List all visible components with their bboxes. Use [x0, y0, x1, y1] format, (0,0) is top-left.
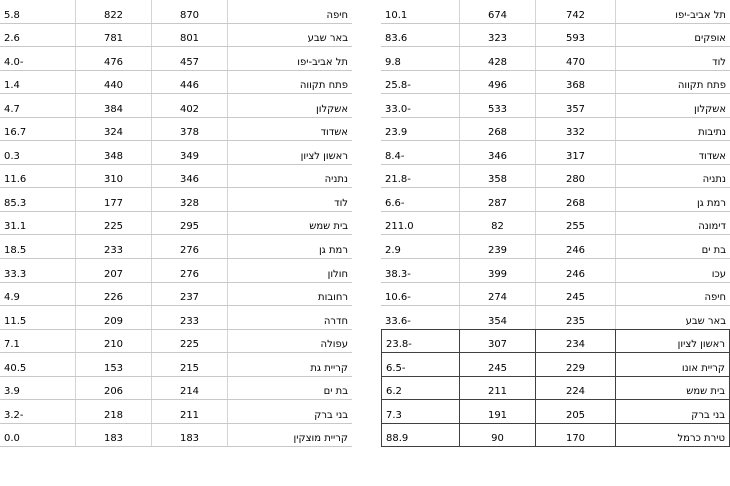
change-percent-cell[interactable]: 25.8- — [385, 80, 411, 92]
current-value-cell[interactable]: 593 — [535, 24, 615, 47]
current-value-cell[interactable]: 225 — [151, 330, 227, 353]
city-name-cell[interactable]: קריית אונו — [615, 353, 730, 376]
table-row — [0, 377, 352, 401]
current-value-cell[interactable]: 268 — [535, 188, 615, 211]
city-name-cell[interactable]: ראשון לציון — [615, 330, 730, 353]
change-percent-cell[interactable]: 16.7 — [4, 127, 27, 139]
change-percent-cell[interactable]: 33.6- — [385, 315, 411, 327]
change-percent-cell[interactable]: 4.9 — [4, 292, 20, 304]
current-value-cell[interactable]: 276 — [151, 235, 227, 258]
change-percent-cell[interactable]: 1.4 — [4, 80, 20, 92]
current-value-cell[interactable]: 245 — [535, 283, 615, 306]
current-value-cell[interactable]: 237 — [151, 283, 227, 306]
table-row — [0, 0, 352, 24]
city-name-cell[interactable]: בת ים — [615, 235, 730, 258]
change-percent-cell[interactable]: 4.0- — [4, 56, 24, 68]
current-value-cell[interactable]: 211 — [151, 400, 227, 423]
change-percent-cell[interactable]: 10.6- — [385, 292, 411, 304]
table-row — [381, 118, 730, 142]
city-name-cell[interactable]: לוד — [615, 47, 730, 70]
current-value-cell[interactable]: 246 — [535, 235, 615, 258]
city-name-cell[interactable]: נתניה — [615, 165, 730, 188]
previous-value-cell[interactable]: 177 — [75, 188, 151, 211]
previous-value-cell[interactable]: 233 — [75, 235, 151, 258]
change-percent-cell[interactable]: 3.9 — [4, 386, 20, 398]
city-name-cell[interactable]: רמת גן — [615, 188, 730, 211]
city-name-cell[interactable]: ראשון לציון — [227, 141, 352, 164]
current-value-cell[interactable]: 224 — [535, 377, 615, 400]
table-row — [381, 330, 730, 354]
table-row — [381, 71, 730, 95]
current-value-cell[interactable]: 317 — [535, 141, 615, 164]
change-percent-cell[interactable]: 40.5 — [4, 362, 27, 374]
previous-value-cell[interactable]: 781 — [75, 24, 151, 47]
change-percent-cell[interactable]: 11.6 — [4, 174, 27, 186]
change-percent-cell[interactable]: 31.1 — [4, 221, 27, 233]
current-value-cell[interactable]: 229 — [535, 353, 615, 376]
table-row — [0, 330, 352, 354]
current-value-cell[interactable]: 349 — [151, 141, 227, 164]
city-name-cell[interactable]: אשדוד — [227, 118, 352, 141]
city-name-cell[interactable]: עפולה — [227, 330, 352, 353]
city-name-cell[interactable]: דימונה — [615, 212, 730, 235]
previous-value-cell[interactable]: 245 — [459, 353, 535, 376]
change-percent-cell[interactable]: 85.3 — [4, 197, 27, 209]
table-row — [0, 283, 352, 307]
change-percent-cell[interactable]: 83.6 — [385, 33, 408, 45]
previous-value-cell[interactable]: 307 — [459, 330, 535, 353]
current-value-cell[interactable]: 742 — [535, 0, 615, 23]
city-name-cell[interactable]: אשדוד — [615, 141, 730, 164]
table-row — [0, 141, 352, 165]
change-percent-cell[interactable]: 0.3 — [4, 150, 20, 162]
current-value-cell[interactable]: 328 — [151, 188, 227, 211]
current-value-cell[interactable]: 446 — [151, 71, 227, 94]
current-value-cell[interactable]: 368 — [535, 71, 615, 94]
previous-value-cell[interactable]: 206 — [75, 377, 151, 400]
city-name-cell[interactable]: בני ברק — [615, 400, 730, 423]
city-name-cell[interactable]: עכו — [615, 259, 730, 282]
table-row — [381, 377, 730, 401]
previous-value-cell[interactable]: 82 — [459, 212, 535, 235]
change-percent-cell[interactable]: 6.5- — [381, 353, 459, 376]
table-row — [381, 259, 730, 283]
table-row — [0, 400, 352, 424]
current-value-cell[interactable]: 402 — [151, 94, 227, 117]
change-percent-cell[interactable]: 211.0 — [385, 221, 414, 233]
previous-value-cell[interactable]: 207 — [75, 259, 151, 282]
change-percent-cell[interactable]: 3.2- — [4, 409, 24, 421]
change-percent-cell[interactable]: 18.5 — [4, 245, 27, 257]
change-percent-cell[interactable]: 8.4- — [385, 150, 405, 162]
table-row — [0, 212, 352, 236]
city-name-cell[interactable]: חולון — [227, 259, 352, 282]
previous-value-cell[interactable]: 209 — [75, 306, 151, 329]
change-percent-cell[interactable]: 2.6 — [4, 33, 20, 45]
previous-value-cell[interactable]: 384 — [75, 94, 151, 117]
change-percent-cell[interactable]: 7.1 — [4, 339, 20, 351]
previous-value-cell[interactable]: 346 — [459, 141, 535, 164]
table-row — [0, 71, 352, 95]
previous-value-cell[interactable]: 183 — [75, 424, 151, 447]
previous-value-cell[interactable]: 239 — [459, 235, 535, 258]
previous-value-cell[interactable]: 210 — [75, 330, 151, 353]
change-percent-cell[interactable]: 21.8- — [385, 174, 411, 186]
current-value-cell[interactable]: 234 — [535, 330, 615, 353]
table-row — [381, 188, 730, 212]
current-value-cell[interactable]: 233 — [151, 306, 227, 329]
table-row — [381, 235, 730, 259]
current-value-cell[interactable]: 235 — [535, 306, 615, 329]
change-percent-cell[interactable]: 7.3 — [381, 400, 459, 423]
previous-value-cell[interactable]: 496 — [459, 71, 535, 94]
city-name-cell[interactable]: חדרה — [227, 306, 352, 329]
current-value-cell[interactable]: 332 — [535, 118, 615, 141]
city-name-cell[interactable]: תל אביב-יפו — [227, 47, 352, 70]
table-row — [381, 165, 730, 189]
change-percent-cell[interactable]: 2.9 — [385, 245, 401, 257]
city-name-cell[interactable]: קריית גת — [227, 353, 352, 376]
table-row — [381, 424, 730, 448]
table-row — [381, 0, 730, 24]
city-name-cell[interactable]: לוד — [227, 188, 352, 211]
city-name-cell[interactable]: חיפה — [615, 283, 730, 306]
city-name-cell[interactable]: בני ברק — [227, 400, 352, 423]
previous-value-cell[interactable]: 191 — [459, 400, 535, 423]
previous-value-cell[interactable]: 324 — [75, 118, 151, 141]
city-name-cell[interactable]: בת ים — [227, 377, 352, 400]
current-value-cell[interactable]: 280 — [535, 165, 615, 188]
change-percent-cell[interactable]: 6.6- — [385, 197, 405, 209]
table-row — [381, 212, 730, 236]
current-value-cell[interactable]: 214 — [151, 377, 227, 400]
current-value-cell[interactable]: 183 — [151, 424, 227, 447]
city-name-cell[interactable]: אופקים — [615, 24, 730, 47]
previous-value-cell[interactable]: 225 — [75, 212, 151, 235]
previous-value-cell[interactable]: 287 — [459, 188, 535, 211]
table-row — [0, 94, 352, 118]
change-percent-cell[interactable]: 23.9 — [385, 127, 408, 139]
city-name-cell[interactable]: באר שבע — [615, 306, 730, 329]
table-row — [381, 47, 730, 71]
change-percent-cell[interactable]: 10.1 — [385, 9, 408, 21]
table-row — [0, 306, 352, 330]
current-value-cell[interactable]: 295 — [151, 212, 227, 235]
change-percent-cell[interactable]: 9.8 — [385, 56, 401, 68]
city-name-cell[interactable]: חיפה — [227, 0, 352, 23]
current-value-cell[interactable]: 276 — [151, 259, 227, 282]
previous-value-cell[interactable]: 348 — [75, 141, 151, 164]
table-row — [381, 94, 730, 118]
change-percent-cell[interactable]: 88.9 — [381, 424, 459, 447]
city-name-cell[interactable]: נתיבות — [615, 118, 730, 141]
change-percent-cell[interactable]: 5.8 — [4, 9, 20, 21]
previous-value-cell[interactable]: 153 — [75, 353, 151, 376]
table-row — [0, 165, 352, 189]
city-name-cell[interactable]: בית שמש — [227, 212, 352, 235]
change-percent-cell[interactable]: 0.0 — [4, 433, 20, 445]
current-value-cell[interactable]: 170 — [535, 424, 615, 447]
previous-value-cell[interactable]: 226 — [75, 283, 151, 306]
city-name-cell[interactable]: פתח תקווה — [615, 71, 730, 94]
previous-value-cell[interactable]: 428 — [459, 47, 535, 70]
previous-value-cell[interactable]: 310 — [75, 165, 151, 188]
table-row — [0, 259, 352, 283]
city-name-cell[interactable]: קריית מוצקין — [227, 424, 352, 447]
table-row — [381, 24, 730, 48]
previous-value-cell[interactable]: 358 — [459, 165, 535, 188]
previous-value-cell[interactable]: 674 — [459, 0, 535, 23]
city-name-cell[interactable]: אשקלון — [615, 94, 730, 117]
table-row — [0, 235, 352, 259]
city-name-cell[interactable]: אשקלון — [227, 94, 352, 117]
current-value-cell[interactable]: 457 — [151, 47, 227, 70]
left-table — [0, 0, 352, 447]
current-value-cell[interactable]: 378 — [151, 118, 227, 141]
previous-value-cell[interactable]: 533 — [459, 94, 535, 117]
city-name-cell[interactable]: פתח תקווה — [227, 71, 352, 94]
current-value-cell[interactable]: 255 — [535, 212, 615, 235]
table-row — [0, 47, 352, 71]
current-value-cell[interactable]: 215 — [151, 353, 227, 376]
previous-value-cell[interactable]: 476 — [75, 47, 151, 70]
right-table — [381, 0, 730, 447]
current-value-cell[interactable]: 346 — [151, 165, 227, 188]
change-percent-cell[interactable]: 23.8- — [381, 330, 459, 353]
change-percent-cell[interactable]: 4.7 — [4, 103, 20, 115]
previous-value-cell[interactable]: 440 — [75, 71, 151, 94]
change-percent-cell[interactable]: 6.2 — [381, 377, 459, 400]
current-value-cell[interactable]: 205 — [535, 400, 615, 423]
city-name-cell[interactable]: טירת כרמל — [615, 424, 730, 447]
previous-value-cell[interactable]: 90 — [459, 424, 535, 447]
current-value-cell[interactable]: 470 — [535, 47, 615, 70]
table-row — [381, 283, 730, 307]
table-row — [381, 400, 730, 424]
change-percent-cell[interactable]: 33.3 — [4, 268, 27, 280]
change-percent-cell[interactable]: 11.5 — [4, 315, 27, 327]
table-row — [0, 424, 352, 448]
previous-value-cell[interactable]: 399 — [459, 259, 535, 282]
city-name-cell[interactable]: רמת גן — [227, 235, 352, 258]
current-value-cell[interactable]: 801 — [151, 24, 227, 47]
table-row — [381, 306, 730, 330]
city-name-cell[interactable]: בית שמש — [615, 377, 730, 400]
previous-value-cell[interactable]: 323 — [459, 24, 535, 47]
city-name-cell[interactable]: באר שבע — [227, 24, 352, 47]
table-row — [0, 353, 352, 377]
table-row — [0, 118, 352, 142]
table-row — [0, 24, 352, 48]
previous-value-cell[interactable]: 218 — [75, 400, 151, 423]
city-name-cell[interactable]: רחובות — [227, 283, 352, 306]
change-percent-cell[interactable]: 33.0- — [385, 103, 411, 115]
change-percent-cell[interactable]: 38.3- — [385, 268, 411, 280]
current-value-cell[interactable]: 246 — [535, 259, 615, 282]
table-row — [381, 353, 730, 377]
table-row — [0, 188, 352, 212]
previous-value-cell[interactable]: 274 — [459, 283, 535, 306]
previous-value-cell[interactable]: 822 — [75, 0, 151, 23]
city-name-cell[interactable]: תל אביב-יפו — [615, 0, 730, 23]
previous-value-cell[interactable]: 354 — [459, 306, 535, 329]
previous-value-cell[interactable]: 268 — [459, 118, 535, 141]
current-value-cell[interactable]: 357 — [535, 94, 615, 117]
table-row — [381, 141, 730, 165]
current-value-cell[interactable]: 870 — [151, 0, 227, 23]
previous-value-cell[interactable]: 211 — [459, 377, 535, 400]
city-name-cell[interactable]: נתניה — [227, 165, 352, 188]
